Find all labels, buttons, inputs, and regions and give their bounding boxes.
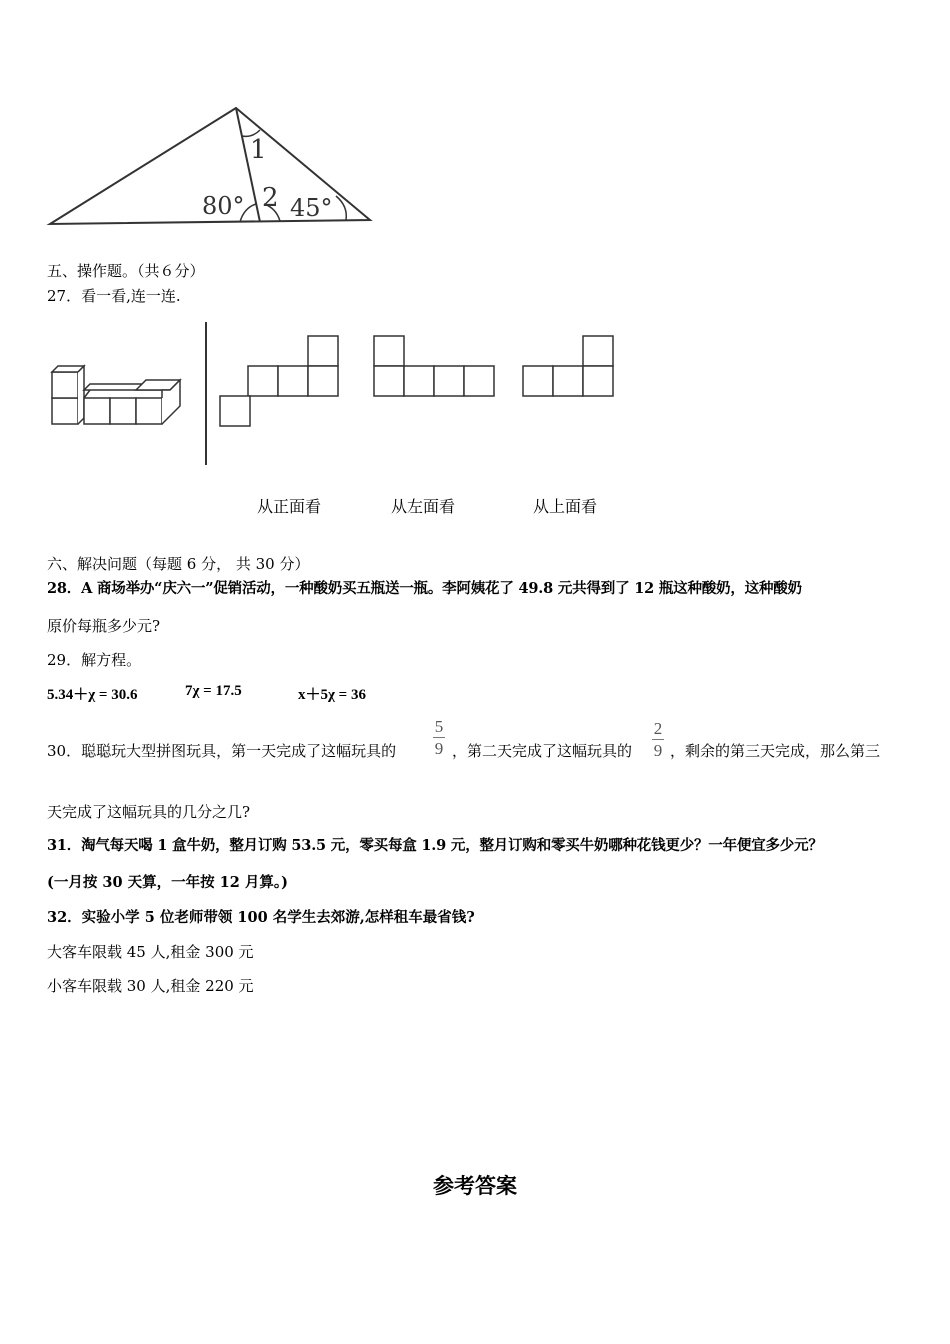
fraction-5-9-numerator: 5 <box>434 717 444 736</box>
angle-label-1: 1 <box>250 135 267 165</box>
view-label-left: 从左面看 <box>391 497 456 516</box>
question-31-line2: (一月按 30 天算，一年按 12 月算。) <box>47 874 289 891</box>
section6-heading: 六、解决问题（每题 6 分， 共 30 分） <box>47 555 310 573</box>
equation-2: 7χ = 17.5 <box>185 683 242 699</box>
cube-solid-figure <box>48 362 188 432</box>
question-30-line2: 天完成了这幅玩具的几分之几? <box>47 803 251 821</box>
equation-1: 5.34＋χ = 30.6 <box>47 687 138 703</box>
fraction-5-9-bar <box>433 737 445 738</box>
question-31-line1: 31．淘气每天喝 1 盒牛奶，整月订购 53.5 元，零买每盒 1.9 元，整月订购和零买牛奶哪种花钱更少？一年便宜多少元？ <box>47 837 823 854</box>
angle-label-2: 2 <box>262 183 279 213</box>
fraction-5-9-denominator: 9 <box>434 739 444 758</box>
question-32-small-bus: 小客车限载 30 人,租金 220 元 <box>47 977 254 995</box>
equation-3: x＋5χ = 36 <box>298 687 366 703</box>
fraction-5-9 <box>432 718 446 757</box>
fraction-2-9 <box>651 720 665 759</box>
question-29: 29．解方程。 <box>47 651 142 669</box>
fraction-2-9-bar <box>652 739 664 740</box>
question-27: 27．看一看,连一连. <box>47 287 181 305</box>
view-shape-left-grid <box>372 334 497 399</box>
fraction-2-9-numerator: 2 <box>653 719 663 738</box>
answers-title: 参考答案 <box>433 1173 517 1198</box>
view-shape-front-grid <box>218 334 343 429</box>
question-28-line1: 28．A 商场举办“庆六一”促销活动，一种酸奶买五瓶送一瓶。李阿姨花了 49.8 元共得到了 12 瓶这种酸奶，这种酸奶 <box>47 580 802 597</box>
fraction-2-9-denominator: 9 <box>653 741 663 760</box>
vertical-divider <box>205 322 207 465</box>
angle-label-45: 45° <box>290 194 333 222</box>
angle-label-80: 80° <box>202 192 245 220</box>
question-30-part1: 30．聪聪玩大型拼图玩具，第一天完成了这幅玩具的 <box>47 742 397 760</box>
question-30-part2: ，第二天完成了这幅玩具的 <box>452 742 633 760</box>
view-shape-top-grid <box>521 334 616 399</box>
question-32: 32．实验小学 5 位老师带领 100 名学生去郊游,怎样租车最省钱? <box>47 909 475 926</box>
question-30-part3: ，剩余的第三天完成，那么第三 <box>670 742 881 760</box>
section5-heading: 五、操作题。（共６分） <box>47 262 205 280</box>
question-28-line2: 原价每瓶多少元? <box>47 617 161 635</box>
triangle-figure <box>40 100 380 240</box>
view-label-top: 从上面看 <box>533 497 598 516</box>
view-label-front: 从正面看 <box>257 497 322 516</box>
question-32-big-bus: 大客车限载 45 人,租金 300 元 <box>47 943 254 961</box>
